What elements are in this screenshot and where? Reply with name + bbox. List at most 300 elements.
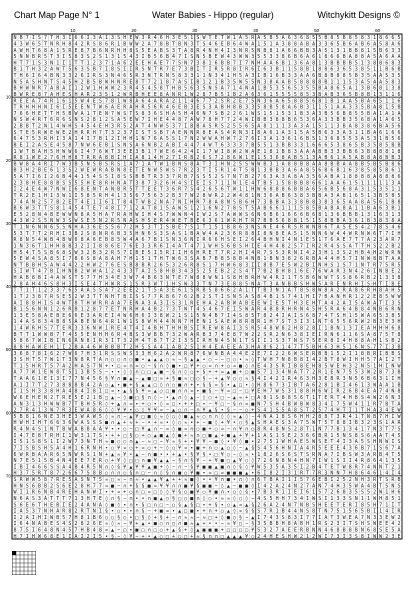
svg-text:H: H — [288, 307, 291, 313]
svg-text:E: E — [99, 142, 102, 148]
svg-text:B: B — [361, 161, 364, 167]
svg-text:1: 1 — [318, 105, 321, 111]
svg-text:B: B — [117, 344, 120, 350]
svg-text:B: B — [343, 111, 346, 117]
svg-text:A: A — [300, 149, 303, 155]
svg-text:■: ■ — [239, 483, 242, 489]
svg-text:8: 8 — [74, 389, 77, 395]
svg-text:1: 1 — [38, 408, 41, 414]
svg-text:1: 1 — [263, 149, 266, 155]
svg-text:▲: ▲ — [123, 389, 126, 395]
svg-text:7: 7 — [105, 98, 108, 104]
svg-text:7: 7 — [93, 149, 96, 155]
svg-text:5: 5 — [300, 206, 303, 212]
svg-text:8: 8 — [81, 483, 84, 489]
svg-text:T: T — [397, 357, 400, 363]
svg-text:1: 1 — [215, 79, 218, 85]
svg-text:T: T — [257, 357, 260, 363]
svg-text:N: N — [68, 225, 71, 231]
svg-text:3: 3 — [367, 142, 370, 148]
svg-text:8: 8 — [129, 98, 132, 104]
svg-text:H: H — [87, 262, 90, 268]
svg-text:W: W — [56, 218, 60, 224]
svg-text:3: 3 — [269, 54, 272, 60]
svg-text:I: I — [257, 136, 260, 142]
svg-text:8: 8 — [38, 319, 41, 325]
svg-text:H: H — [239, 250, 242, 256]
svg-text:4: 4 — [105, 206, 108, 212]
svg-text:3: 3 — [361, 124, 364, 130]
svg-text:8: 8 — [343, 420, 346, 426]
svg-text:4: 4 — [87, 376, 90, 382]
svg-text:W: W — [74, 452, 78, 458]
svg-text:R: R — [105, 231, 109, 237]
svg-text:6: 6 — [154, 351, 157, 357]
svg-text:§: § — [209, 382, 212, 388]
svg-text:E: E — [251, 155, 254, 161]
svg-text:B: B — [81, 319, 84, 325]
svg-text:I: I — [44, 300, 47, 306]
svg-text:B: B — [142, 149, 145, 155]
svg-text:5: 5 — [306, 98, 309, 104]
svg-text:7: 7 — [87, 458, 90, 464]
svg-text:1: 1 — [105, 35, 108, 41]
svg-text:B: B — [190, 155, 193, 161]
svg-text:E: E — [178, 130, 181, 136]
svg-text:1: 1 — [324, 326, 327, 332]
svg-text:≈: ≈ — [160, 408, 163, 414]
svg-text:S: S — [294, 225, 297, 231]
svg-text:§: § — [142, 395, 145, 401]
svg-text:E: E — [87, 281, 90, 287]
svg-text:B: B — [74, 344, 77, 350]
svg-text:H: H — [306, 294, 309, 300]
svg-text:6: 6 — [32, 243, 35, 249]
svg-text:−: − — [142, 420, 145, 426]
svg-text:1: 1 — [324, 180, 327, 186]
svg-text:8: 8 — [263, 313, 266, 319]
svg-text:I: I — [257, 515, 260, 521]
svg-text:6: 6 — [397, 136, 400, 142]
svg-text:5: 5 — [282, 180, 285, 186]
svg-text:A: A — [355, 155, 358, 161]
svg-text:3: 3 — [337, 250, 340, 256]
svg-text:W: W — [93, 269, 97, 275]
svg-text:7: 7 — [288, 294, 291, 300]
svg-text:H: H — [343, 313, 346, 319]
svg-text:5: 5 — [160, 250, 163, 256]
svg-text:T: T — [355, 237, 358, 243]
svg-text:3: 3 — [56, 376, 59, 382]
svg-text:B: B — [337, 427, 340, 433]
svg-text:B: B — [105, 142, 108, 148]
svg-text:◊: ◊ — [105, 501, 108, 508]
svg-text:4: 4 — [233, 313, 236, 319]
svg-text:A: A — [62, 363, 65, 369]
svg-text:∩: ∩ — [251, 363, 254, 369]
svg-text:R: R — [196, 48, 200, 54]
svg-text:H: H — [361, 477, 364, 483]
svg-text:−: − — [160, 445, 163, 451]
svg-text:7: 7 — [32, 382, 35, 388]
svg-text:H: H — [38, 420, 41, 426]
svg-text:N: N — [209, 281, 212, 287]
svg-text:6: 6 — [172, 105, 175, 111]
svg-text:N: N — [257, 193, 260, 199]
svg-text:∩: ∩ — [105, 357, 108, 363]
svg-text:R: R — [288, 376, 292, 382]
svg-text:6: 6 — [178, 256, 181, 262]
svg-text:H: H — [123, 155, 126, 161]
svg-text:E: E — [135, 243, 138, 249]
svg-text:R: R — [257, 250, 261, 256]
svg-text:◊: ◊ — [227, 413, 230, 420]
svg-text:W: W — [318, 275, 322, 281]
svg-text:8: 8 — [38, 294, 41, 300]
svg-text:6: 6 — [276, 60, 279, 66]
svg-text:2: 2 — [215, 174, 218, 180]
svg-text:◊: ◊ — [160, 489, 163, 496]
svg-text:R: R — [184, 168, 188, 174]
svg-text:1: 1 — [221, 275, 224, 281]
svg-text:H: H — [105, 332, 108, 338]
svg-text:•: • — [227, 490, 230, 496]
svg-text:T: T — [337, 395, 340, 401]
svg-text:≈: ≈ — [190, 521, 193, 527]
svg-text:2: 2 — [26, 212, 29, 218]
svg-text:3: 3 — [379, 376, 382, 382]
svg-text:1: 1 — [269, 395, 272, 401]
svg-text:−: − — [233, 452, 236, 458]
svg-text:A: A — [263, 130, 266, 136]
svg-text:B: B — [318, 225, 321, 231]
svg-text:∩: ∩ — [154, 427, 157, 433]
svg-text:1: 1 — [355, 262, 358, 268]
svg-text:6: 6 — [111, 231, 114, 237]
svg-text:▲: ▲ — [154, 433, 157, 439]
svg-text:A: A — [111, 105, 114, 111]
svg-text:1: 1 — [202, 149, 205, 155]
svg-text:H: H — [148, 212, 151, 218]
svg-text:A: A — [330, 269, 333, 275]
svg-text:A: A — [227, 326, 230, 332]
svg-text:2: 2 — [196, 193, 199, 199]
svg-text:1: 1 — [14, 313, 17, 319]
svg-text:A: A — [373, 41, 376, 47]
svg-text:A: A — [14, 370, 17, 376]
svg-text:≈: ≈ — [142, 445, 145, 451]
svg-text:A: A — [391, 41, 394, 47]
svg-text:1: 1 — [221, 180, 224, 186]
svg-text:≈: ≈ — [227, 389, 230, 395]
svg-text:I: I — [14, 521, 17, 527]
svg-text:4: 4 — [306, 250, 309, 256]
svg-text:1: 1 — [74, 370, 77, 376]
svg-text:¥: ¥ — [166, 439, 169, 445]
svg-text:R: R — [154, 174, 158, 180]
svg-text:R: R — [239, 231, 243, 237]
svg-text:6: 6 — [361, 288, 364, 294]
svg-text:3: 3 — [172, 262, 175, 268]
svg-text:B: B — [324, 155, 327, 161]
svg-text:1: 1 — [391, 187, 394, 193]
svg-text:6: 6 — [62, 117, 65, 123]
svg-text:6: 6 — [269, 206, 272, 212]
svg-text:3: 3 — [239, 142, 242, 148]
svg-text:+: + — [142, 401, 145, 407]
svg-text:4: 4 — [38, 187, 41, 193]
svg-text:5: 5 — [148, 250, 151, 256]
svg-text:E: E — [196, 300, 199, 306]
svg-text:S: S — [221, 130, 224, 136]
svg-text:B: B — [251, 168, 254, 174]
svg-text:S: S — [117, 351, 120, 357]
svg-text:W: W — [324, 269, 328, 275]
svg-text:N: N — [166, 275, 169, 281]
svg-text:N: N — [93, 509, 96, 515]
svg-text:N: N — [318, 262, 321, 268]
svg-text:A: A — [142, 300, 145, 306]
svg-text:H: H — [32, 363, 35, 369]
svg-text:R: R — [190, 262, 194, 268]
svg-text:R: R — [160, 105, 164, 111]
svg-text:1: 1 — [373, 180, 376, 186]
svg-text:1: 1 — [142, 288, 145, 294]
svg-text:S: S — [349, 433, 352, 439]
svg-text:◊: ◊ — [111, 407, 114, 414]
svg-text:6: 6 — [276, 206, 279, 212]
svg-text:A: A — [135, 124, 138, 130]
svg-text:S: S — [99, 288, 102, 294]
svg-text:3: 3 — [123, 130, 126, 136]
svg-text:1: 1 — [385, 130, 388, 136]
svg-text:•: • — [117, 427, 120, 433]
svg-text:6: 6 — [300, 60, 303, 66]
svg-text:I: I — [306, 332, 309, 338]
svg-text:○: ○ — [215, 445, 218, 451]
svg-text:4: 4 — [190, 142, 193, 148]
svg-text:4: 4 — [160, 344, 163, 350]
svg-text:2: 2 — [38, 124, 41, 130]
svg-text:E: E — [50, 142, 53, 148]
svg-text:N: N — [44, 225, 47, 231]
svg-text:H: H — [263, 389, 266, 395]
svg-text:6: 6 — [74, 187, 77, 193]
svg-text:3: 3 — [312, 155, 315, 161]
svg-text:1: 1 — [355, 86, 358, 92]
svg-text:A: A — [251, 307, 254, 313]
svg-text:I: I — [251, 243, 254, 249]
svg-text:1: 1 — [209, 225, 212, 231]
svg-text:B: B — [20, 464, 23, 470]
svg-text:8: 8 — [385, 41, 388, 47]
svg-text:N: N — [14, 262, 17, 268]
svg-text:§: § — [251, 521, 254, 527]
svg-text:8: 8 — [379, 86, 382, 92]
svg-text:W: W — [318, 288, 322, 294]
svg-text:8: 8 — [318, 363, 321, 369]
svg-text:I: I — [62, 376, 65, 382]
svg-text:≈: ≈ — [166, 401, 169, 407]
svg-text:4: 4 — [263, 326, 266, 332]
svg-text:W: W — [160, 161, 164, 167]
svg-text:4: 4 — [38, 269, 41, 275]
svg-text:▲: ▲ — [160, 357, 163, 363]
svg-text:3: 3 — [99, 60, 102, 66]
svg-text:B: B — [312, 193, 315, 199]
svg-text:•: • — [215, 521, 218, 527]
svg-text:8: 8 — [379, 225, 382, 231]
svg-text:1: 1 — [245, 155, 248, 161]
svg-text:4: 4 — [337, 231, 340, 237]
svg-text:T: T — [355, 243, 358, 249]
svg-text:B: B — [361, 41, 364, 47]
svg-text:∩: ∩ — [196, 496, 199, 502]
svg-text:2: 2 — [221, 193, 224, 199]
svg-text:W: W — [129, 41, 133, 47]
svg-text:1: 1 — [312, 521, 315, 527]
svg-text:8: 8 — [288, 218, 291, 224]
svg-text:6: 6 — [397, 490, 400, 496]
svg-text:E: E — [385, 515, 388, 521]
svg-text:2: 2 — [74, 294, 77, 300]
svg-text:W: W — [50, 401, 54, 407]
svg-text:S: S — [87, 67, 90, 73]
svg-text:S: S — [343, 262, 346, 268]
svg-text:E: E — [38, 180, 41, 186]
svg-text:+: + — [135, 420, 138, 426]
svg-text:I: I — [379, 351, 382, 357]
svg-text:≈: ≈ — [154, 483, 157, 489]
svg-text:8: 8 — [306, 79, 309, 85]
svg-text:≈: ≈ — [221, 370, 224, 376]
svg-text:4: 4 — [245, 269, 248, 275]
svg-text:4: 4 — [123, 332, 126, 338]
svg-text:2: 2 — [178, 332, 181, 338]
svg-text:7: 7 — [44, 269, 47, 275]
svg-text:I: I — [343, 382, 346, 388]
svg-text:A: A — [81, 420, 84, 426]
svg-text:2: 2 — [172, 351, 175, 357]
svg-text:E: E — [14, 212, 17, 218]
svg-text:3: 3 — [276, 86, 279, 92]
svg-text:■: ■ — [245, 483, 248, 489]
svg-text:1: 1 — [330, 250, 333, 256]
svg-text:A: A — [99, 155, 102, 161]
svg-text:■: ■ — [190, 477, 193, 483]
svg-text:■: ■ — [209, 464, 212, 470]
svg-text:5: 5 — [288, 98, 291, 104]
svg-text:R: R — [68, 326, 72, 332]
svg-text:B: B — [288, 117, 291, 123]
svg-text:5: 5 — [129, 187, 132, 193]
svg-text:§: § — [135, 382, 138, 388]
svg-text:B: B — [312, 464, 315, 470]
svg-text:T: T — [20, 294, 23, 300]
svg-text:I: I — [26, 382, 29, 388]
svg-text:H: H — [148, 351, 151, 357]
svg-text:B: B — [288, 142, 291, 148]
svg-text:5: 5 — [93, 370, 96, 376]
svg-text:1: 1 — [361, 496, 364, 502]
svg-text:4: 4 — [349, 414, 352, 420]
svg-text:A: A — [251, 149, 254, 155]
svg-text:1: 1 — [160, 79, 163, 85]
svg-text:+: + — [215, 395, 218, 401]
svg-text:A: A — [87, 288, 90, 294]
svg-text:T: T — [385, 427, 388, 433]
svg-text:¥: ¥ — [251, 464, 254, 470]
svg-text:B: B — [178, 86, 181, 92]
svg-text:A: A — [385, 382, 388, 388]
svg-text:E: E — [160, 60, 163, 66]
svg-text:2: 2 — [93, 382, 96, 388]
column-label: 40 — [253, 28, 259, 33]
svg-text:3: 3 — [385, 206, 388, 212]
svg-text:T: T — [99, 187, 102, 193]
svg-text:T: T — [38, 502, 41, 508]
svg-text:■: ■ — [148, 414, 151, 420]
svg-text:T: T — [93, 111, 96, 117]
svg-text:W: W — [93, 168, 97, 174]
svg-text:S: S — [397, 300, 400, 306]
svg-text:−: − — [160, 427, 163, 433]
svg-text:E: E — [93, 98, 96, 104]
svg-text:R: R — [251, 35, 255, 41]
svg-text:R: R — [160, 73, 164, 79]
svg-text:∩: ∩ — [245, 427, 248, 433]
svg-text:5: 5 — [111, 225, 114, 231]
svg-text:5: 5 — [306, 231, 309, 237]
svg-text:A: A — [282, 79, 285, 85]
svg-text:S: S — [123, 174, 126, 180]
svg-text:T: T — [202, 161, 205, 167]
svg-text:7: 7 — [263, 509, 266, 515]
svg-text:6: 6 — [233, 155, 236, 161]
svg-text:1: 1 — [330, 433, 333, 439]
svg-text:E: E — [87, 187, 90, 193]
svg-text:B: B — [355, 73, 358, 79]
svg-text:H: H — [257, 60, 260, 66]
svg-text:B: B — [166, 54, 169, 60]
svg-text:5: 5 — [294, 86, 297, 92]
svg-text:5: 5 — [269, 111, 272, 117]
svg-text:5: 5 — [142, 256, 145, 262]
svg-text:≈: ≈ — [129, 420, 132, 426]
svg-text:5: 5 — [324, 363, 327, 369]
svg-text:I: I — [62, 231, 65, 237]
svg-text:1: 1 — [233, 35, 236, 41]
svg-text:▲: ▲ — [148, 477, 151, 483]
svg-text:1: 1 — [105, 269, 108, 275]
svg-text:6: 6 — [215, 41, 218, 47]
svg-text:H: H — [245, 243, 248, 249]
svg-text:6: 6 — [282, 225, 285, 231]
svg-text:E: E — [209, 130, 212, 136]
svg-text:7: 7 — [263, 370, 266, 376]
svg-text:5: 5 — [343, 477, 346, 483]
svg-text:7: 7 — [324, 483, 327, 489]
svg-text:▲: ▲ — [111, 452, 114, 458]
svg-text:I: I — [349, 458, 352, 464]
svg-text:5: 5 — [397, 452, 400, 458]
svg-text:1: 1 — [74, 445, 77, 451]
svg-text:1: 1 — [93, 395, 96, 401]
svg-text:7: 7 — [227, 117, 230, 123]
svg-text:T: T — [32, 288, 35, 294]
svg-text:S: S — [111, 351, 114, 357]
svg-text:8: 8 — [196, 275, 199, 281]
